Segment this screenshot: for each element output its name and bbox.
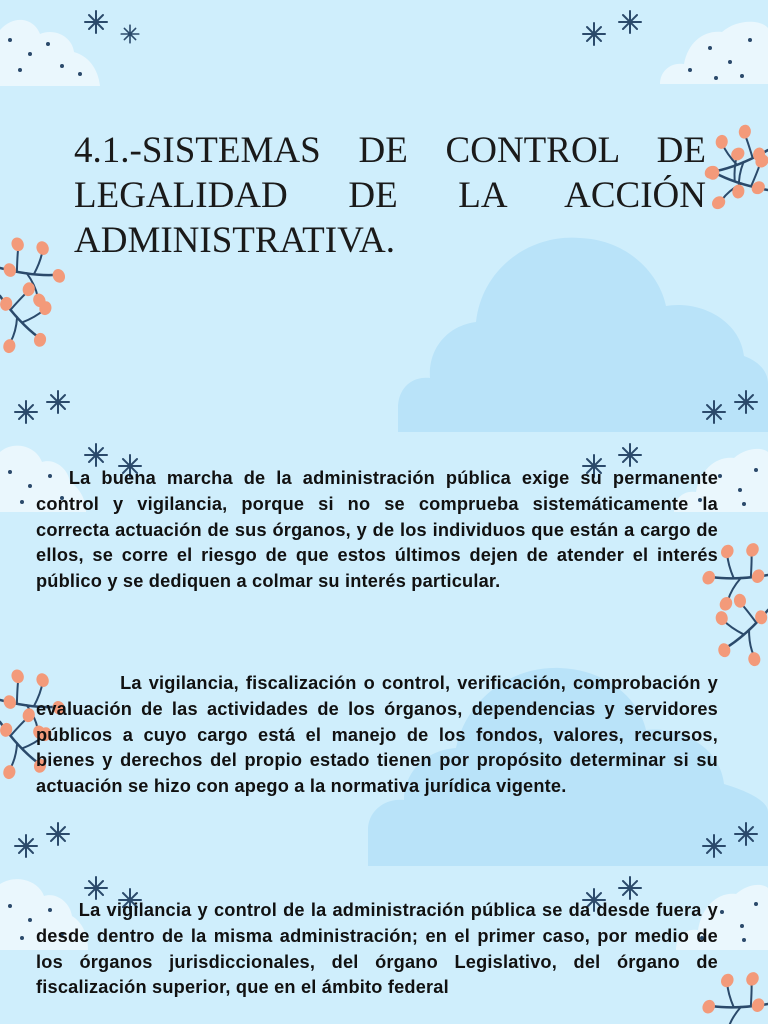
sparkle-star <box>47 823 69 845</box>
sparkle-star <box>85 877 107 899</box>
sparkle-star <box>15 835 37 857</box>
sparkle-star <box>703 401 725 423</box>
berry-branch <box>709 589 768 672</box>
paragraph-text: La buena marcha de la administración pública exige su permanente control y vigilancia, porque si no se comprueba sistemáticamente la correcta actuación de sus órganos, y de los individuos que están a cargo de ellos, se corre el riesgo de que estos últimos dejen de atender el interés público y se dediquen a colmar su interés particular. <box>36 468 719 592</box>
paragraph-2 <box>36 671 718 800</box>
sparkle-star <box>735 391 757 413</box>
sparkle-star <box>85 444 107 466</box>
sparkle-star <box>583 23 605 45</box>
sparkle-star <box>703 835 725 857</box>
sparkle-star <box>619 444 641 466</box>
sparkle-star <box>735 823 757 845</box>
sparkle-star <box>47 391 69 413</box>
paragraph-1 <box>36 466 718 595</box>
paragraph-text: La vigilancia, fiscalización o control, verificación, comprobación y evaluación de las actividades de los órganos, dependencias y servidores públicos a cuyo cargo está el manejo de los fondos, valores, recursos, bienes y derechos del propio estado tienen por propósito determinar si su actuación se hizo con apego a la normativa jurídica vigente. <box>36 673 718 797</box>
cloud-shape <box>660 22 768 84</box>
berry-branch <box>0 276 60 362</box>
cloud-shape <box>398 238 768 432</box>
sparkle-star <box>619 11 641 33</box>
cloud-shape <box>0 20 100 86</box>
page-title: 4.1.-SISTEMAS DE CONTROL DE LEGALIDAD DE LA ACCIÓN ADMINISTRATIVA. <box>74 130 706 261</box>
sparkle-star <box>15 401 37 423</box>
paragraph-text: La vigilancia y control de la administración pública se da desde fuera y desde dentro de la misma administración; en el primer caso, por medio de los órganos jurisdiccionales, del órgano Legislativo, del órgano de fiscalización superior, que en el ámbito federal <box>36 900 718 998</box>
sparkle-star <box>619 877 641 899</box>
sparkle-star <box>85 11 107 33</box>
paragraph-3 <box>36 898 718 1001</box>
sparkle-star <box>121 25 139 43</box>
